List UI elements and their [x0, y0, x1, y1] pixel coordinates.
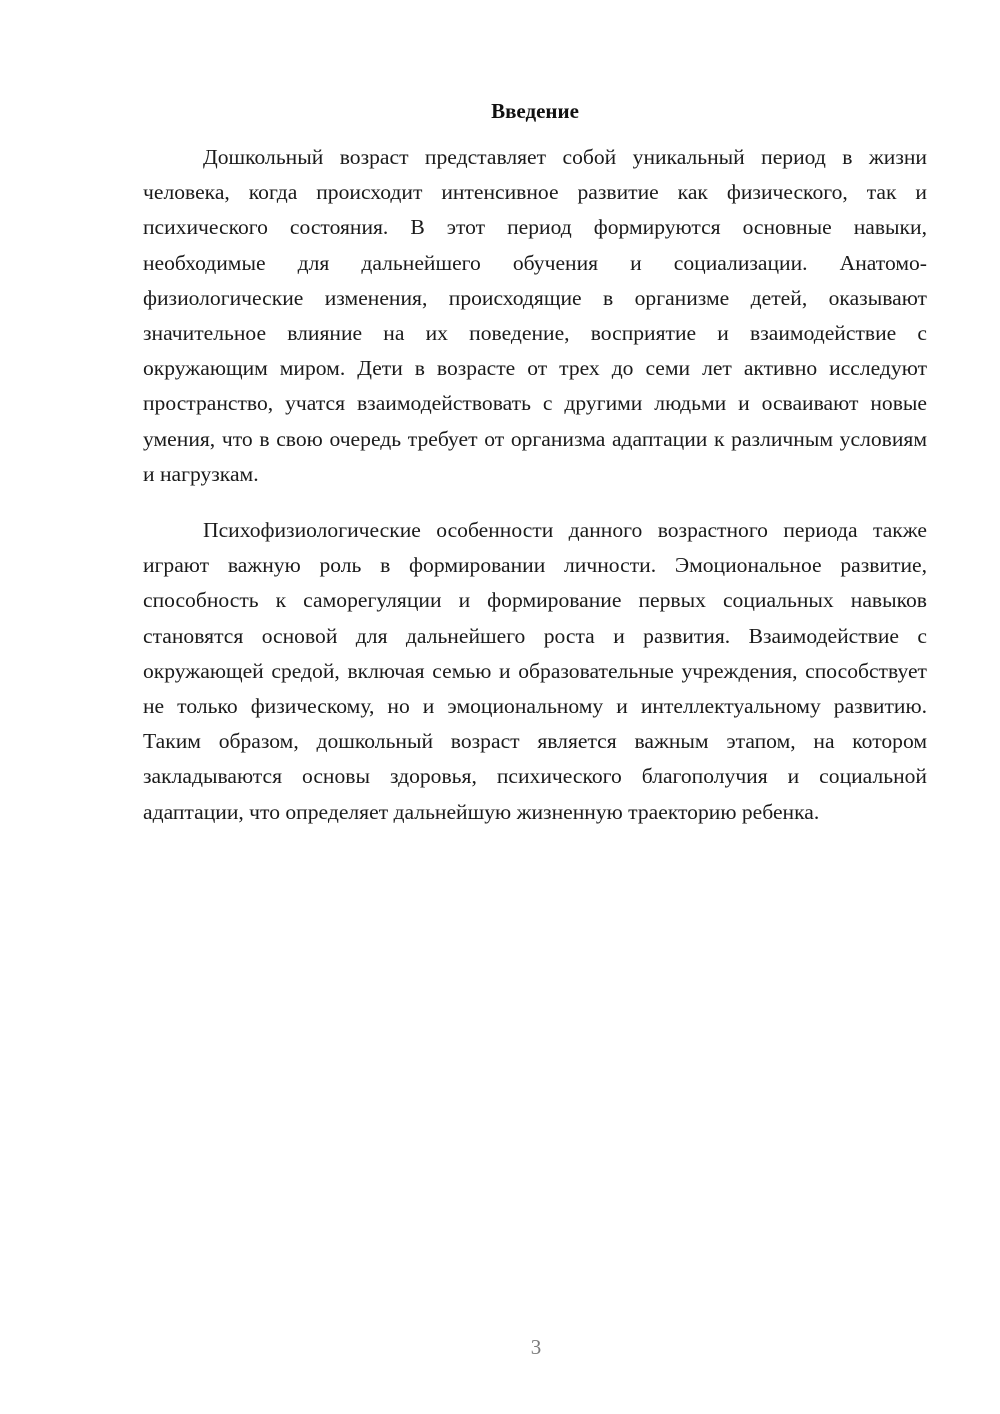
- page-content: [143, 95, 927, 830]
- page-number: 3: [530, 1335, 542, 1359]
- paragraph-2: Психофизиологические особенности данного возрастного периода также играют важную роль в формировании личности. Эмоциональное развитие, способность к саморегуляции и формирование первых социальных навыков становятся основой для дальнейшего роста и развития. Взаимодействие с окружающей средой, включая семью и образовательные учреждения, способствует не только физическому, но и эмоциональному и интеллектуальному развитию. Таким образом, дошкольный возраст является важным этапом, на котором закладываются основы здоровья, психического благополучия и социальной адаптации, что определяет дальнейшую жизненную траекторию ребенка.: [143, 518, 927, 824]
- paragraph-1: Дошкольный возраст представляет собой уникальный период в жизни человека, когда происходит интенсивное развитие как физического, так и психического состояния. В этот период формируются основные навыки, необходимые для дальнейшего обучения и социализации. Анатомо-физиологические изменения, происходящие в организме детей, оказывают значительное влияние на их поведение, восприятие и взаимодействие с окружающим миром. Дети в возрасте от трех до семи лет активно исследуют пространство, учатся взаимодействовать с другими людьми и осваивают новые умения, что в свою очередь требует от организма адаптации к различным условиям и нагрузкам.: [143, 145, 927, 486]
- section-heading: Введение: [491, 99, 579, 123]
